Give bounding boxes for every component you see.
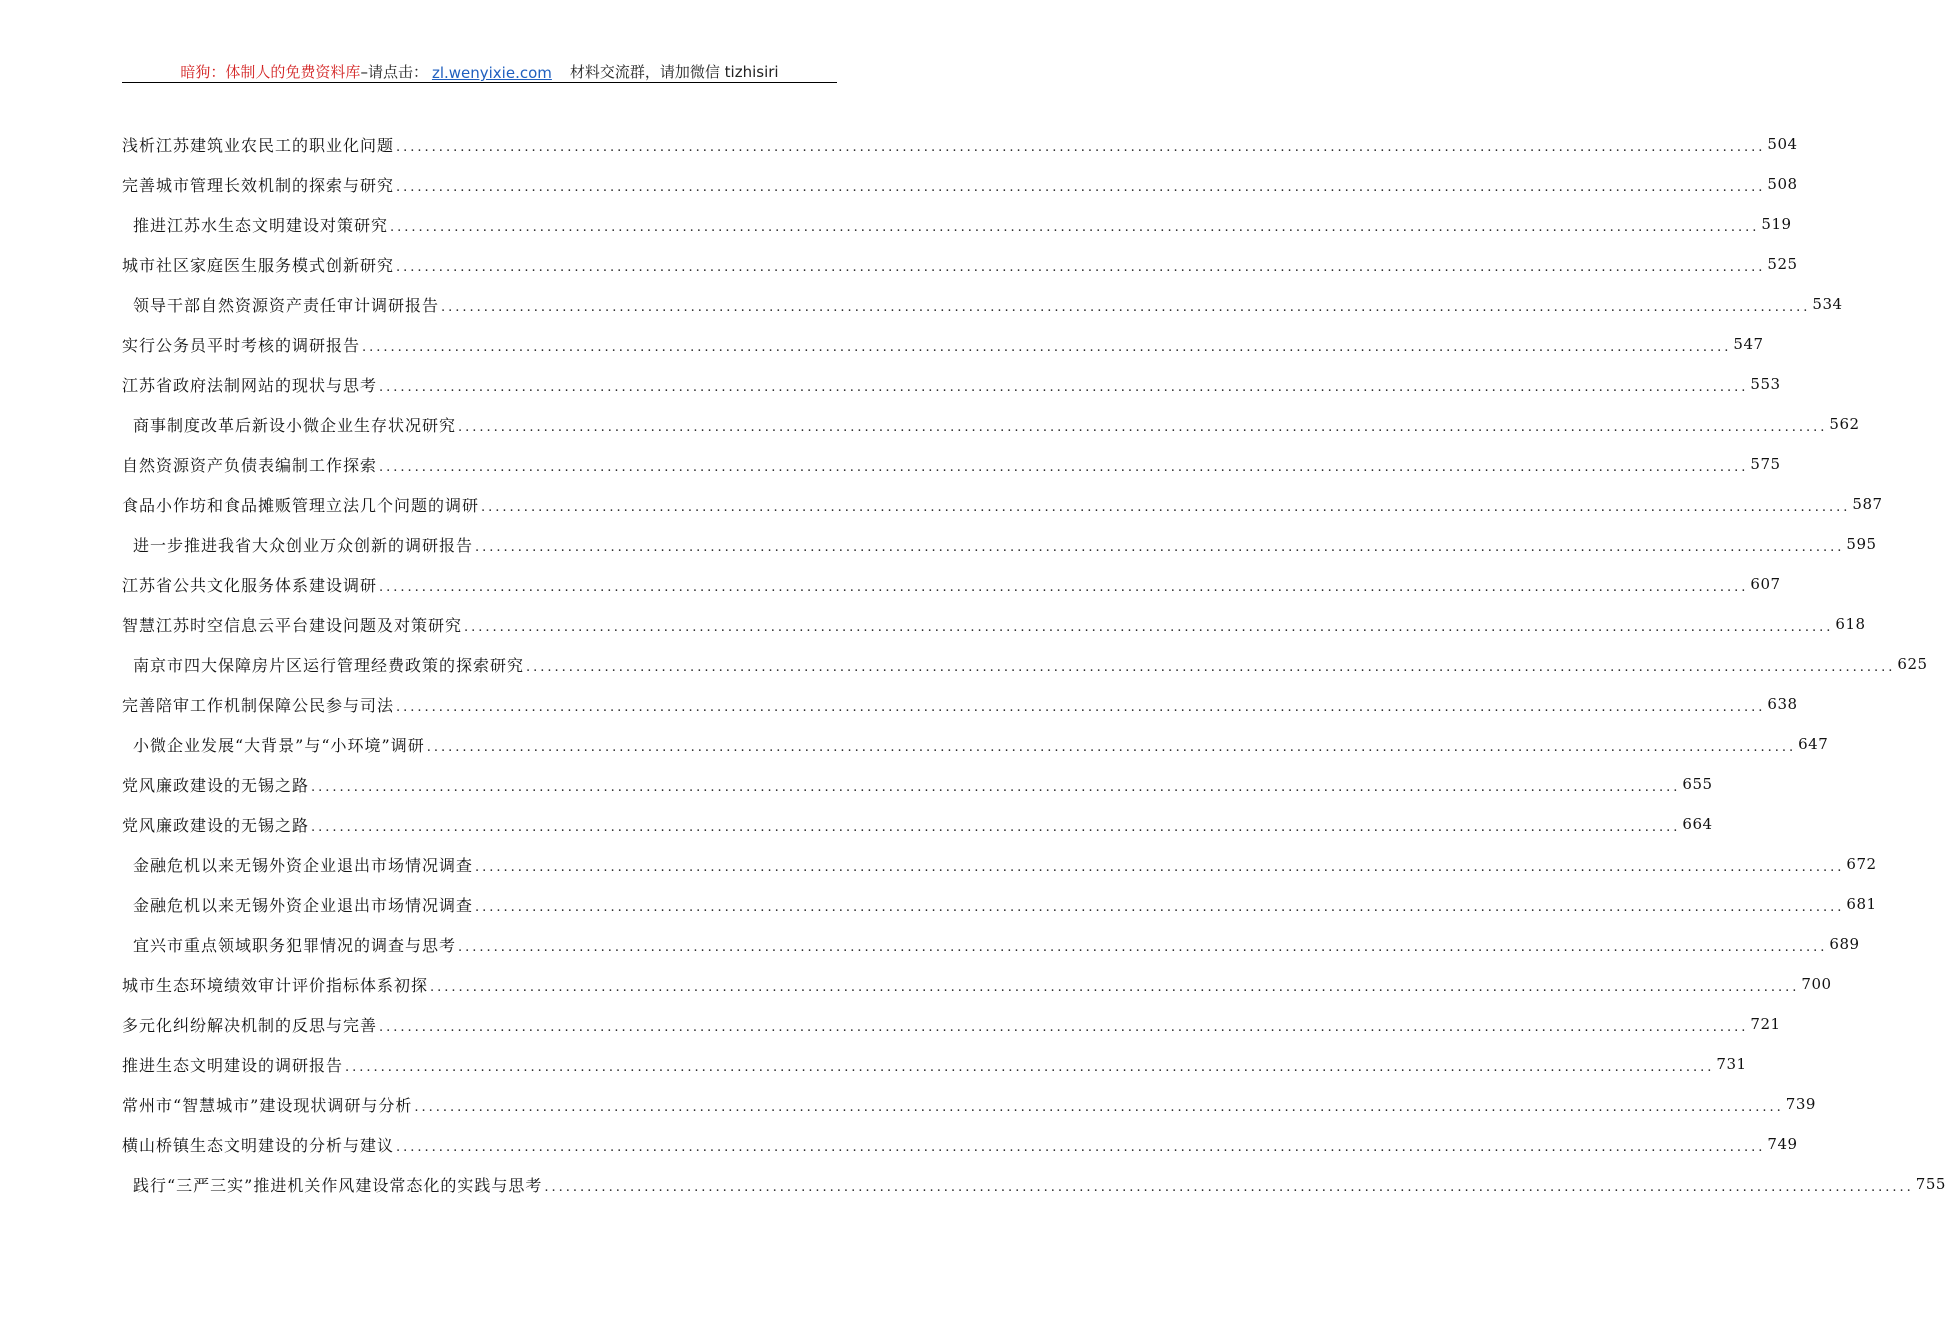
toc-entry[interactable] — [122, 204, 1792, 244]
toc-entry-page: 721 — [1750, 1015, 1781, 1033]
toc-entry-title: 宜兴市重点领域职务犯罪情况的调查与思考 — [133, 935, 457, 955]
toc-entry-page: 664 — [1682, 815, 1713, 833]
toc-entry[interactable] — [122, 964, 1832, 1004]
toc-entry-title: 南京市四大保障房片区运行管理经费政策的探索研究 — [133, 655, 525, 675]
toc-entry-page: 575 — [1750, 455, 1781, 473]
dot-leader: ................................................................................................................................................................................................ — [379, 1019, 1749, 1035]
toc-entry-title: 党风廉政建设的无锡之路 — [122, 775, 310, 795]
dot-leader: ................................................................................................................................................................................................ — [396, 259, 1766, 275]
dot-leader: ................................................................................................................................................................................................ — [362, 339, 1732, 355]
dot-leader: ................................................................................................................................................................................................ — [475, 859, 1845, 875]
toc-entry-page: 625 — [1897, 655, 1928, 673]
toc-entry-title: 进一步推进我省大众创业万众创新的调研报告 — [133, 535, 474, 555]
dot-leader: ................................................................................................................................................................................................ — [475, 539, 1845, 555]
toc-entry-page: 638 — [1767, 695, 1798, 713]
toc-entry-page: 731 — [1716, 1055, 1747, 1073]
toc-entry-page: 595 — [1846, 535, 1877, 553]
toc-entry-page: 647 — [1798, 735, 1829, 753]
toc-entry-title: 金融危机以来无锡外资企业退出市场情况调查 — [133, 895, 474, 915]
toc-entry[interactable] — [122, 524, 1877, 564]
dot-leader: ................................................................................................................................................................................................ — [396, 179, 1766, 195]
dot-leader: ................................................................................................................................................................................................ — [396, 139, 1766, 155]
toc-entry-page: 519 — [1761, 215, 1792, 233]
dot-leader: ................................................................................................................................................................................................ — [481, 499, 1851, 515]
dot-leader: ................................................................................................................................................................................................ — [475, 899, 1845, 915]
toc-entry[interactable] — [122, 1164, 1946, 1204]
toc-entry[interactable] — [122, 1044, 1747, 1084]
toc-entry-page: 525 — [1767, 255, 1798, 273]
toc-entry-title: 横山桥镇生态文明建设的分析与建议 — [122, 1135, 395, 1155]
toc-entry[interactable] — [122, 364, 1781, 404]
page-header — [122, 58, 837, 83]
toc-entry[interactable] — [122, 1004, 1781, 1044]
toc-entry-title: 推进江苏水生态文明建设对策研究 — [133, 215, 389, 235]
toc-entry-page: 618 — [1835, 615, 1866, 633]
toc-entry-page: 700 — [1801, 975, 1832, 993]
dot-leader: ................................................................................................................................................................................................ — [345, 1059, 1715, 1075]
toc-entry-page: 547 — [1733, 335, 1764, 353]
toc-entry[interactable] — [122, 924, 1860, 964]
dot-leader: ................................................................................................................................................................................................ — [390, 219, 1760, 235]
toc-entry[interactable] — [122, 804, 1713, 844]
toc-entry-title: 商事制度改革后新设小微企业生存状况研究 — [133, 415, 457, 435]
dot-leader: ................................................................................................................................................................................................ — [526, 659, 1896, 675]
toc-entry[interactable] — [122, 604, 1866, 644]
toc-entry[interactable] — [122, 684, 1798, 724]
toc-entry-title: 城市社区家庭医生服务模式创新研究 — [122, 255, 395, 275]
toc-entry[interactable] — [122, 164, 1798, 204]
toc-entry-page: 607 — [1750, 575, 1781, 593]
toc-entry[interactable] — [122, 444, 1781, 484]
toc-entry[interactable] — [122, 324, 1764, 364]
toc-entry[interactable] — [122, 644, 1928, 684]
dot-leader: ................................................................................................................................................................................................ — [464, 619, 1834, 635]
dot-leader: ................................................................................................................................................................................................ — [379, 579, 1749, 595]
toc-entry[interactable] — [122, 124, 1798, 164]
toc-entry-title: 浅析江苏建筑业农民工的职业化问题 — [122, 135, 395, 155]
toc-entry-page: 739 — [1785, 1095, 1816, 1113]
dot-leader: ................................................................................................................................................................................................ — [396, 699, 1766, 715]
toc-entry[interactable] — [122, 564, 1781, 604]
dot-leader: ................................................................................................................................................................................................ — [458, 939, 1828, 955]
table-of-contents — [122, 124, 1946, 1204]
toc-entry-title: 完善城市管理长效机制的探索与研究 — [122, 175, 395, 195]
toc-entry[interactable] — [122, 484, 1883, 524]
toc-entry[interactable] — [122, 1084, 1816, 1124]
dot-leader: ................................................................................................................................................................................................ — [544, 1179, 1914, 1195]
toc-entry[interactable] — [122, 244, 1798, 284]
toc-entry-page: 587 — [1852, 495, 1883, 513]
dot-leader: ................................................................................................................................................................................................ — [379, 459, 1749, 475]
toc-entry[interactable] — [122, 284, 1843, 324]
toc-entry-title: 金融危机以来无锡外资企业退出市场情况调查 — [133, 855, 474, 875]
toc-entry-title: 领导干部自然资源资产责任审计调研报告 — [133, 295, 440, 315]
toc-entry[interactable] — [122, 404, 1860, 444]
toc-entry[interactable] — [122, 844, 1877, 884]
toc-entry-title: 常州市“智慧城市”建设现状调研与分析 — [122, 1095, 413, 1115]
toc-entry-page: 553 — [1750, 375, 1781, 393]
toc-entry[interactable] — [122, 884, 1877, 924]
toc-entry-title: 完善陪审工作机制保障公民参与司法 — [122, 695, 395, 715]
toc-entry-title: 党风廉政建设的无锡之路 — [122, 815, 310, 835]
header-brand: 暗狗：体制人的免费资料库 — [180, 63, 361, 81]
dot-leader: ................................................................................................................................................................................................ — [441, 299, 1811, 315]
dot-leader: ................................................................................................................................................................................................ — [430, 979, 1800, 995]
header-link[interactable]: zl.wenyixie.com — [431, 64, 552, 82]
dot-leader: ................................................................................................................................................................................................ — [311, 779, 1681, 795]
toc-entry-page: 508 — [1767, 175, 1798, 193]
header-prompt: –请点击： — [360, 63, 428, 81]
toc-entry-page: 755 — [1915, 1175, 1946, 1193]
dot-leader: ................................................................................................................................................................................................ — [414, 1099, 1784, 1115]
dot-leader: ................................................................................................................................................................................................ — [426, 739, 1797, 755]
toc-entry-title: 推进生态文明建设的调研报告 — [122, 1055, 344, 1075]
toc-entry-page: 689 — [1829, 935, 1860, 953]
toc-entry-title: 践行“三严三实”推进机关作风建设常态化的实践与思考 — [133, 1175, 543, 1195]
toc-entry-page: 504 — [1767, 135, 1798, 153]
toc-entry-page: 681 — [1846, 895, 1877, 913]
toc-entry[interactable] — [122, 1124, 1798, 1164]
header-contact: 材料交流群，请加微信 tizhisiri — [569, 63, 779, 81]
toc-entry-title: 城市生态环境绩效审计评价指标体系初探 — [122, 975, 429, 995]
toc-entry[interactable] — [122, 724, 1829, 764]
toc-entry-page: 672 — [1846, 855, 1877, 873]
toc-entry-page: 655 — [1682, 775, 1713, 793]
toc-entry-page: 562 — [1829, 415, 1860, 433]
toc-entry-page: 749 — [1767, 1135, 1798, 1153]
toc-entry-title: 实行公务员平时考核的调研报告 — [122, 335, 361, 355]
dot-leader: ................................................................................................................................................................................................ — [458, 419, 1828, 435]
toc-entry-title: 江苏省政府法制网站的现状与思考 — [122, 375, 378, 395]
toc-entry-title: 智慧江苏时空信息云平台建设问题及对策研究 — [122, 615, 463, 635]
dot-leader: ................................................................................................................................................................................................ — [379, 379, 1749, 395]
toc-entry-title: 多元化纠纷解决机制的反思与完善 — [122, 1015, 378, 1035]
dot-leader: ................................................................................................................................................................................................ — [396, 1139, 1766, 1155]
toc-entry[interactable] — [122, 764, 1713, 804]
toc-entry-title: 食品小作坊和食品摊贩管理立法几个问题的调研 — [122, 495, 480, 515]
toc-entry-title: 自然资源资产负债表编制工作探索 — [122, 455, 378, 475]
dot-leader: ................................................................................................................................................................................................ — [311, 819, 1681, 835]
toc-entry-title: 小微企业发展“大背景”与“小环境”调研 — [133, 735, 425, 755]
toc-entry-page: 534 — [1812, 295, 1843, 313]
toc-entry-title: 江苏省公共文化服务体系建设调研 — [122, 575, 378, 595]
